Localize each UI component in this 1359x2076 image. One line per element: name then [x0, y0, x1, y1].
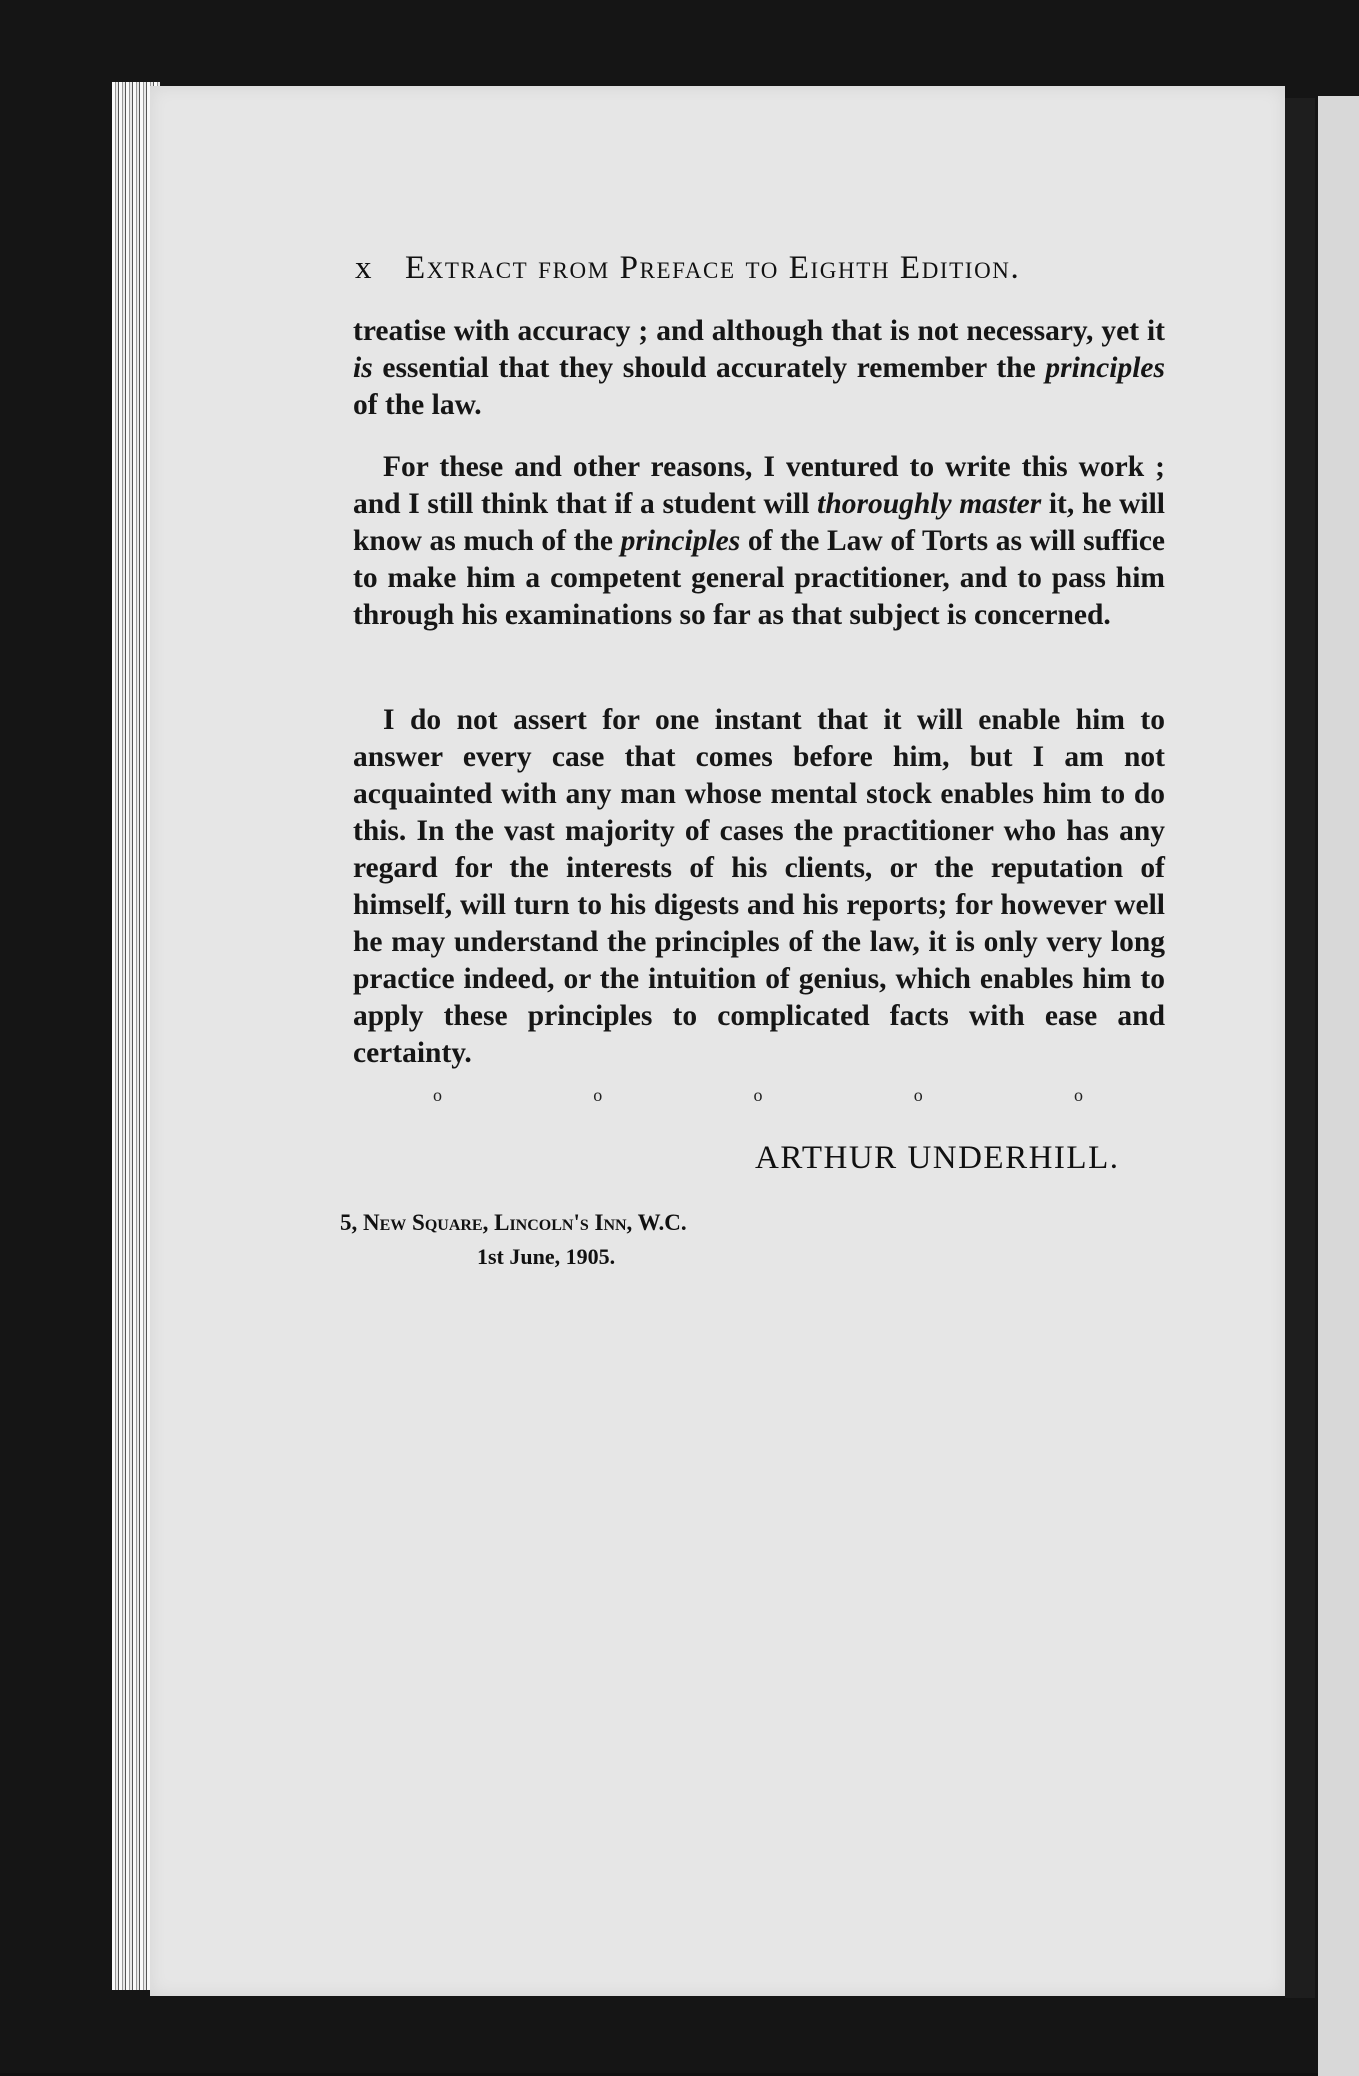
italic-text: is [353, 352, 373, 384]
ornament: o [753, 1085, 763, 1105]
italic-text: principles [620, 525, 741, 557]
preface-date: 1st June, 1905. [477, 1244, 616, 1269]
ornament: o [593, 1085, 603, 1105]
ornament: o [1074, 1085, 1083, 1105]
author-address [340, 1210, 687, 1236]
paragraph-1 [353, 313, 1165, 424]
next-page-edge [1318, 96, 1359, 2076]
italic-text: principles [1045, 352, 1165, 384]
running-header [355, 250, 1125, 287]
page-number: x [355, 250, 374, 286]
text-run: of the Law of Torts as will suffice to make him a competent general practitioner, and to pass him through his examinations so far as that subject is concerned. [353, 525, 1166, 631]
running-title: Extract from Preface to Eighth Edition. [404, 250, 1021, 286]
ornament: o [433, 1085, 442, 1105]
text-run: essential that they should accurately remember the [372, 352, 1046, 384]
text-run: For these and other reasons, I ventured to write this work ; and I still think that if a student will [353, 451, 1165, 520]
paragraph-2 [353, 449, 1165, 634]
text-run: I do not assert for one instant that it will enable him to answer every case that comes before him, but I am not acquainted with any man whose mental stock enables him to do this. In the vast majority of cases the practitioner who has any regard for the interests of his clients, or the reputation of himself, will turn to his digests and his reports; for however well he may understand the principles of the law, it is only very long practice indeed, or the intuition of genius, which enables him to apply these principles to complicated facts with ease and certainty. [353, 704, 1165, 1069]
text-run: it, he will know as much of the [353, 488, 1165, 557]
ornament: o [913, 1085, 923, 1105]
paragraph-3 [353, 702, 1165, 1072]
page-shadow [1285, 98, 1315, 1998]
address-text: 5, New Square, Lincoln's Inn, W.C. [340, 1210, 687, 1235]
text-run: of the law. [353, 389, 482, 421]
ornament-row [433, 1085, 1083, 1106]
italic-text: thoroughly master [817, 488, 1042, 520]
text-run: treatise with accuracy ; and although that is not necessary, yet it [353, 315, 1165, 347]
author-signature: ARTHUR UNDERHILL. [755, 1140, 1120, 1176]
